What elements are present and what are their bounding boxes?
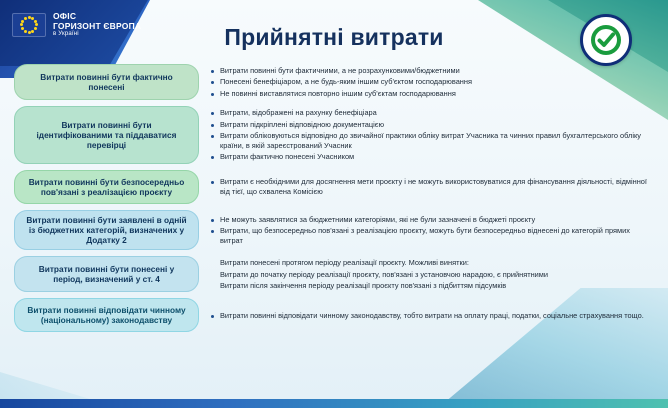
criterion-label-5: Витрати повинні бути понесені у період, визначений у ст. 4: [14, 256, 199, 292]
bullet: Витрати є необхідними для досягнення мети проєкту і не можуть використовуватися для фінансування діяльності, відмінної від тієї, що схвалена Комісією: [209, 177, 654, 196]
bullet: Витрати обліковуються відповідно до звичайної практики обліку витрат Учасника та чинних правил бухгалтерського обліку країни, в якій зареєстрований Учасник: [209, 131, 654, 150]
bullet: Не повинні виставлятися повторно іншим суб'єктам господарювання: [209, 89, 654, 98]
bullet: Не можуть заявлятися за бюджетними категоріями, які не були зазначені в бюджеті проєкту: [209, 215, 654, 224]
criterion-description-4: [207, 210, 658, 250]
logo-line-3: в Україні: [53, 31, 79, 38]
list-item: [14, 210, 658, 250]
bullet: Витрати підкріплені відповідною документацією: [209, 120, 654, 129]
bullet: Витрати, відображені на рахунку бенефіціара: [209, 108, 654, 117]
list-item: [14, 256, 658, 292]
bullet: Витрати повинні відповідати чинному законодавству, тобто витрати на оплату праці, податки, соціальне страхування тощо.: [209, 311, 654, 320]
list-item: [14, 106, 658, 163]
list-item: [14, 298, 658, 332]
bullet: Витрати фактично понесені Учасником: [209, 152, 654, 161]
bullet: Витрати після закінчення періоду реалізації проєкту пов'язані з підбиттям підсумків: [220, 281, 507, 291]
criterion-label-4: Витрати повинні бути заявлені в одній із бюджетних категорій, визначених у Додатку 2: [14, 210, 199, 250]
criterion-label-3: Витрати повинні бути безпосередньо пов'язані з реалізацією проєкту: [14, 170, 199, 204]
bullet: Витрати до початку періоду реалізації проєкту, пов'язані з установчою нарадою, є прийнятними: [220, 269, 549, 279]
criterion-label-2: Витрати повинні бути ідентифікованими та піддаватися перевірці: [14, 106, 199, 163]
footer-bar: [0, 399, 668, 408]
criterion-label-1: Витрати повинні бути фактично понесені: [14, 64, 199, 100]
criterion-description-2: [207, 106, 658, 163]
bullet: Витрати повинні бути фактичними, а не розрахунковими/бюджетними: [209, 66, 654, 75]
criteria-list: [14, 64, 658, 332]
criterion-label-6: Витрати повинні відповідати чинному (національному) законодавству: [14, 298, 199, 332]
list-item: [14, 170, 658, 204]
criterion-description-1: [207, 64, 658, 100]
bullet: Витрати понесені протягом періоду реалізації проєкту. Можливі винятки:: [220, 258, 469, 268]
bullet: Витрати, що безпосередньо пов'язані з реалізацією проєкту, можуть бути безпосередньо віднесені до категорій прямих витрат: [209, 226, 654, 245]
logo-line-2: ГОРИЗОНТ ЄВРОПА: [53, 20, 142, 31]
list-item: [14, 64, 658, 100]
page-title: Прийнятні витрати: [224, 24, 444, 50]
bullet: Понесені бенефіціаром, а не будь-яким іншим суб'єктом господарювання: [209, 77, 654, 86]
criterion-description-6: [207, 298, 658, 332]
logo-line-1: ОФІС: [53, 11, 77, 21]
criterion-description-5: [207, 256, 658, 292]
criterion-description-3: [207, 170, 658, 204]
